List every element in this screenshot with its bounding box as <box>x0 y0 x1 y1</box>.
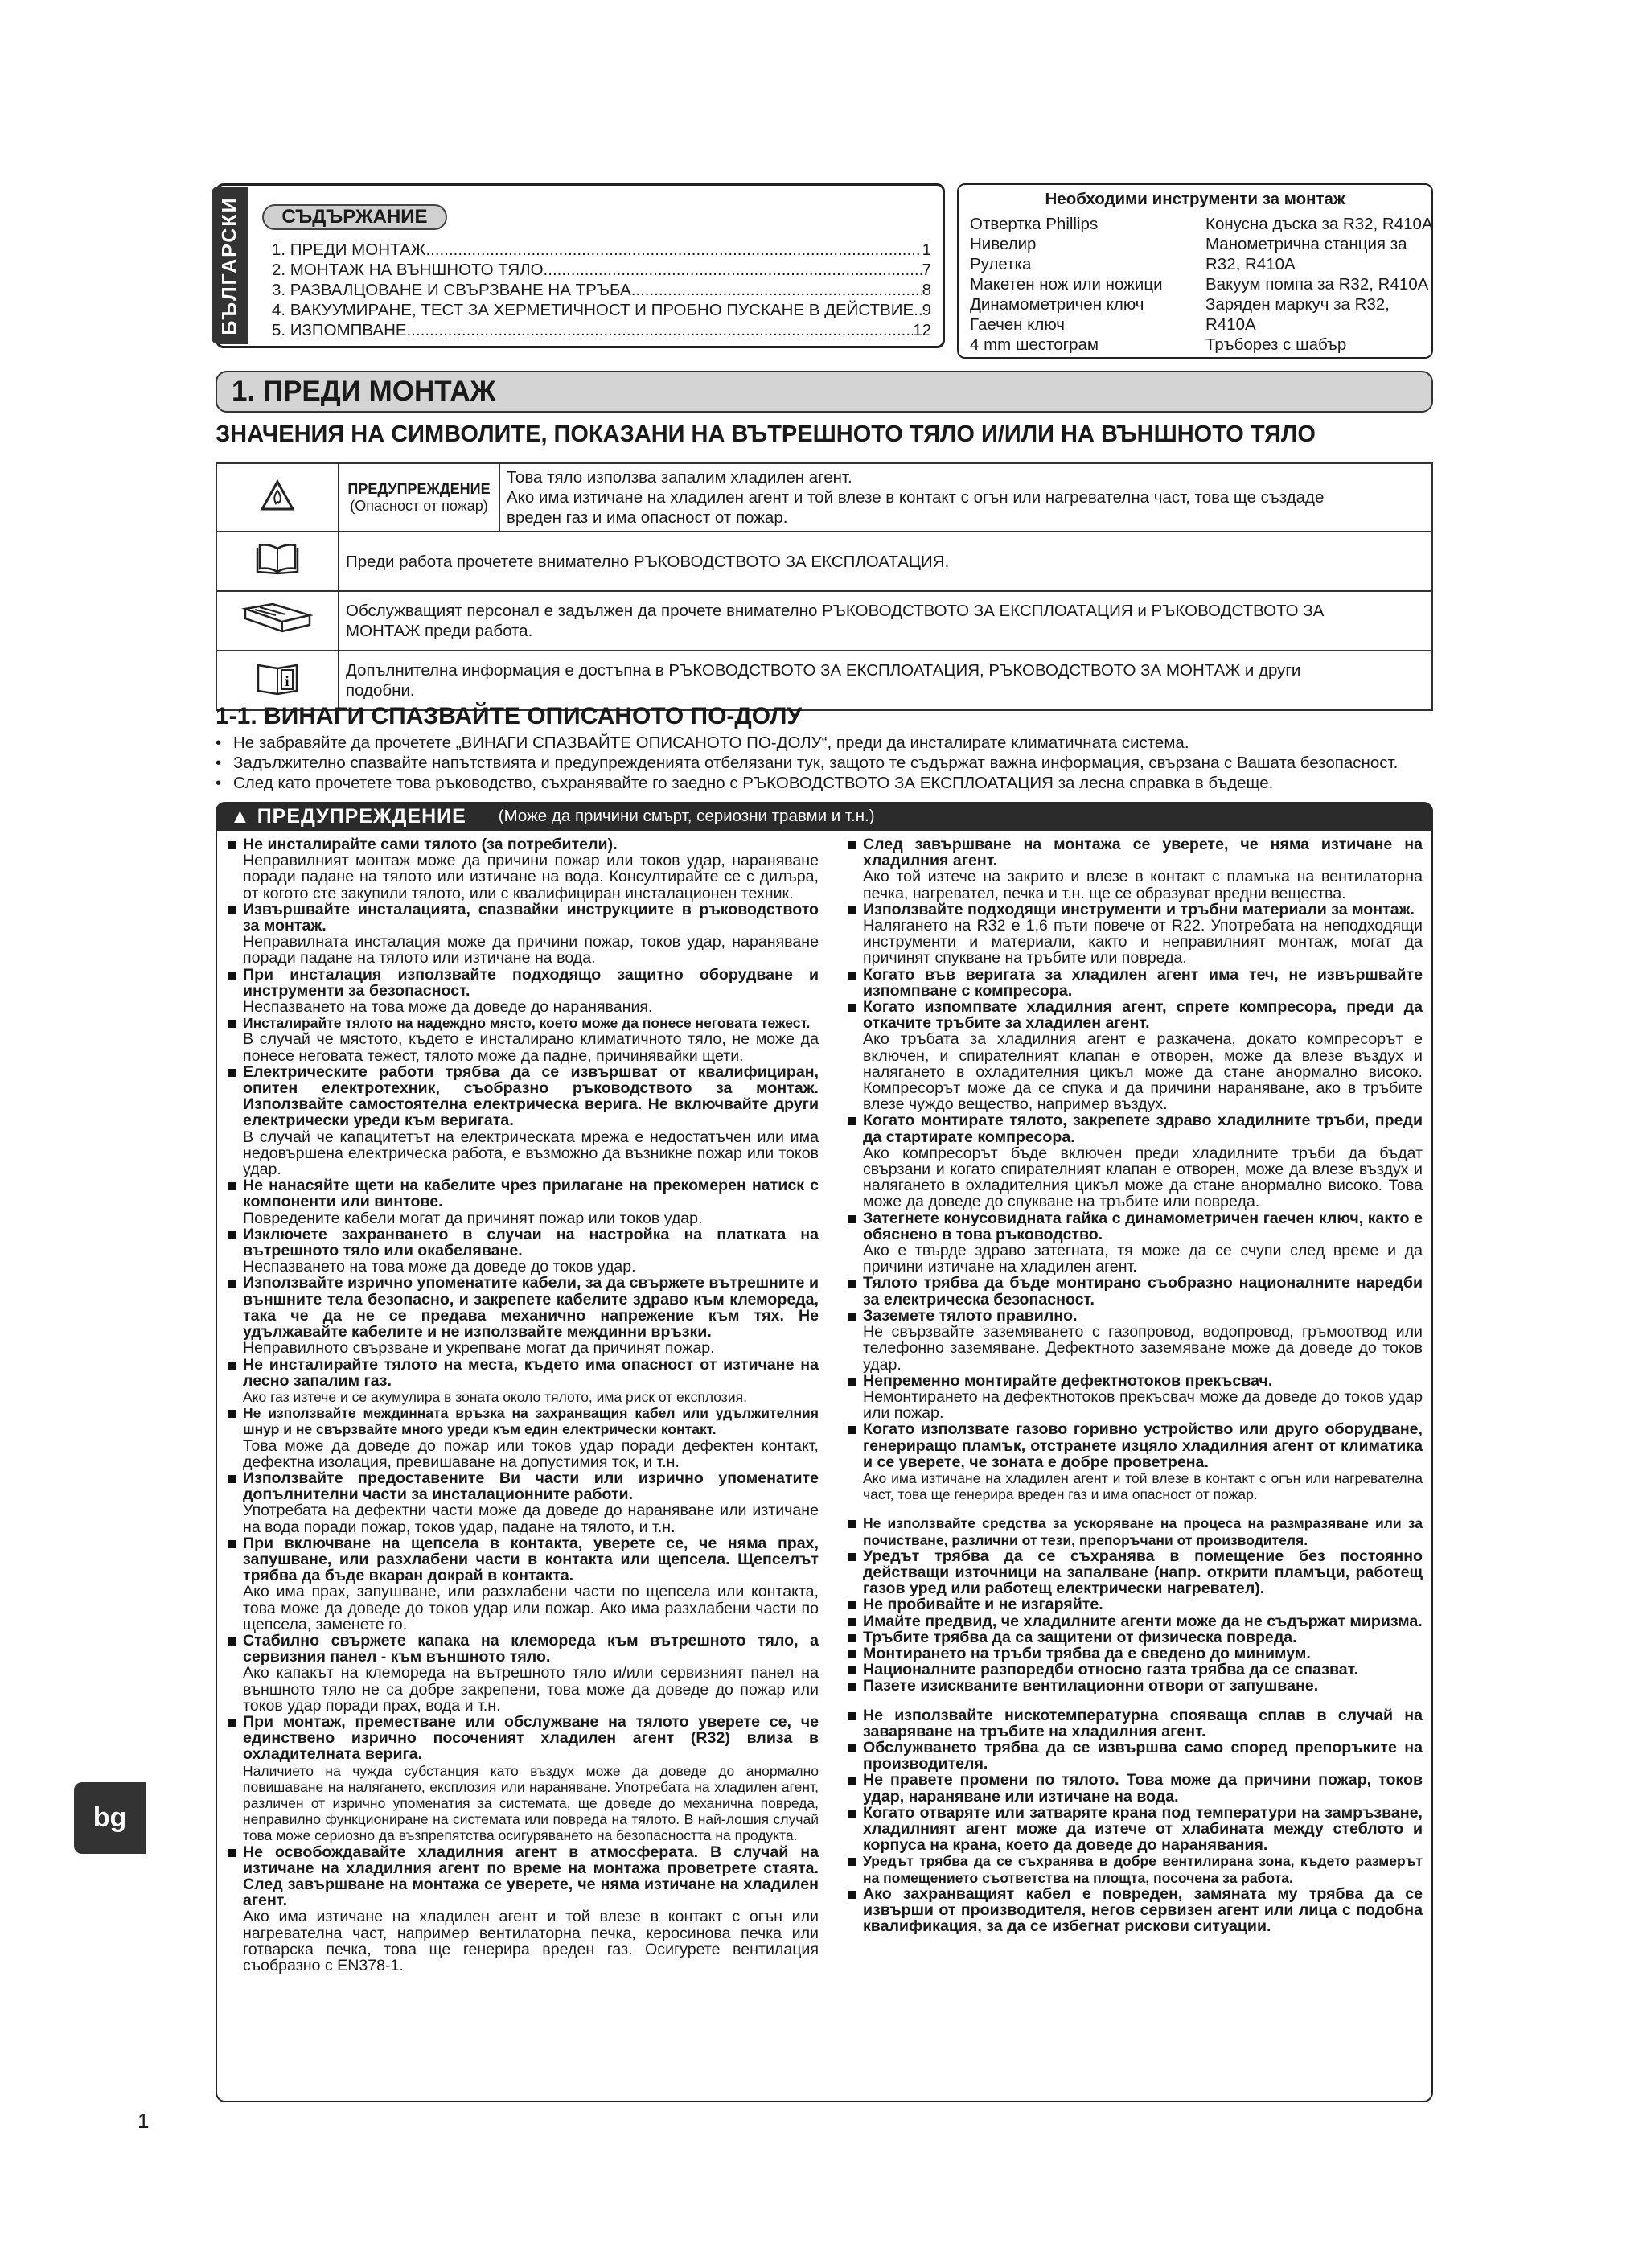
tool-item: Нивелир <box>970 235 1037 253</box>
warning-item: Не правете промени по тялото. Това може да причини пожар, токов удар, нараняване или изтичане на вода. <box>845 1772 1423 1804</box>
tools-title: Необходими инструменти за монтаж <box>1045 190 1345 208</box>
warning-item: Извършвайте инсталацията, спазвайки инструкциите в ръководството за монтаж. Неправилната инсталация може да причини пожар, токов удар, нараняване поради падане на тялото или изтичане на вода. <box>225 902 819 967</box>
warning-sublabel: (Опасност от пожар) <box>350 497 488 514</box>
warning-heading: ▲ ПРЕДУПРЕЖДЕНИЕ <box>230 804 466 828</box>
warning-item: Използвайте подходящи инструменти и тръбни материали за монтаж. Налягането на R32 е 1,6 пъти повече от R22. Употребата на неподходящи инструменти и материали, както и неправилният монтаж, могат да причинят спукване на тръбите или повреда. <box>845 902 1423 967</box>
text-line: Ако има изтичане на хладилен агент и той влезе в контакт с огън или нагревателна част, това ще създаде <box>507 488 1325 507</box>
warning-item: Когато във веригата за хладилен агент има теч, не извършвайте изпомпване с компресора. <box>845 967 1423 999</box>
info-book-icon <box>216 651 339 710</box>
service-manual-icon <box>216 591 339 651</box>
tool-item: Тръборез с шабър <box>1205 335 1347 354</box>
text-line: МОНТАЖ преди работа. <box>346 622 533 640</box>
warning-item: Стабилно свържете капака на клемореда към вътрешното тяло, а сервизния панел - към външното тяло. Ако капакът на клемореда на вътрешното тяло и/или сервизният панел на външното тяло не са добре закрепени, това може да доведе до пожар или токов удар поради прах, вода и т.н. <box>225 1633 819 1714</box>
list-item: • Не забравяйте да прочетете „ВИНАГИ СПАЗВАЙТЕ ОПИСАНОТО ПО-ДОЛУ“, преди да инсталирате климатичната система. <box>216 733 1189 752</box>
warning-item: Не инсталирайте тялото на места, където има опасност от изтичане на лесно запалим газ. Ако газ изтече и се акумулира в зоната около тялото, има риск от експлозия. <box>225 1357 819 1406</box>
tool-item: Рулетка <box>970 255 1032 273</box>
warning-item: След завършване на монтажа се уверете, че няма изтичане на хладилния агент. Ако той изтече на закрито и влезе в контакт с пламъка на вентилаторна печка, нагревател, печка и т.н. ще се образуват вредни вещества. <box>845 836 1423 902</box>
warning-label-cell <box>339 463 499 532</box>
warning-column-left <box>225 836 819 1974</box>
intro-bullets <box>216 733 1433 793</box>
warning-item: Когато изпомпвате хладилния агент, спрете компресора, преди да откачите тръбите за хладилен агент. Ако тръбата за хладилния агент е разкачена, докато компресорът е включен, и спирателният клапан е отворен, може да влезе въздух и налягането в охладителния цикъл може да стане анормално високо. Компресорът може да се спука и да причини нараняване, ако в тръбите влезе чуждо вещество, например въздух. <box>845 999 1423 1112</box>
warning-item: Затегнете конусовидната гайка с динамометричен гаечен ключ, както е обяснено в това ръководство. Ако е твърде здраво затегната, тя може да се счупи след време и да причини изтичане на хладилен агент. <box>845 1210 1423 1276</box>
text-line: Допълнителна информация е достъпна в РЪКОВОДСТВОТО ЗА ЕКСПЛОАТАЦИЯ, РЪКОВОДСТВОТО ЗА МОНТАЖ и други <box>346 661 1301 680</box>
warning-item: Не използвайте междинната връзка на захранващия кабел или удължителния шнур и не свързвайте много уреди към един електрически контакт. Това може да доведе до пожар или токов удар поради дефектен контакт, дефектна изолация, превишаване на допустимия ток, и т.н. <box>225 1405 819 1470</box>
tool-item: Отвертка Phillips <box>970 215 1099 233</box>
warning-item: Монтирането на тръби трябва да е сведено до минимум. <box>845 1646 1423 1662</box>
subsection-title: 1-1. ВИНАГИ СПАЗВАЙТЕ ОПИСАНОТО ПО-ДОЛУ <box>216 703 803 729</box>
tool-item: R32, R410A <box>1205 255 1296 273</box>
warning-column-right <box>845 836 1423 1934</box>
toc-item[interactable]: 5. ИЗПОМПВАНЕ ..... 12 <box>272 320 931 340</box>
row-service-staff <box>339 591 1432 651</box>
tool-item: Динамометричен ключ <box>970 295 1144 314</box>
text-line: вреден газ и има опасност от пожар. <box>507 508 788 527</box>
svg-text:i: i <box>285 673 290 689</box>
warning-item: Пазете изискваните вентилационни отвори от запушване. <box>845 1678 1423 1694</box>
warning-item: Електрическите работи трябва да се извършват от квалифициран, опитен електротехник, съобразно ръководството за монтаж. Използвайте самостоятелна електрическа верига. Не включвайте други електрически уреди към веригата. В случай че капацитетът на електрическата мрежа е недостатъчен или има недовършена електрическа работа, е възможно да възникне пожар или токов удар. <box>225 1064 819 1177</box>
warning-item: Заземете тялото правилно. Не свързвайте заземяването с газопровод, водопровод, гръмоотвод или телефонно заземяване. Дефектното заземяване може да доведе до токов удар. <box>845 1308 1423 1373</box>
warning-item: Уредът трябва да се съхранява в добре вентилирана зона, където размерът на помещението съответства на площта, посочена за работа. <box>845 1853 1423 1885</box>
list-item: • Задължително спазвайте напътствията и предупрежденията отбелязани тук, защото те съдържат важна информация, свързана с Вашата безопасност. <box>216 754 1399 772</box>
tools-column-2 <box>1205 214 1433 355</box>
warning-item: Ако захранващият кабел е повреден, замяната му трябва да се извърши от производителя, негов сервизен агент или лица с подобна квалификация, за да се избегнат рискови ситуации. <box>845 1886 1423 1935</box>
tool-item: Заряден маркуч за R32, <box>1205 295 1390 314</box>
warning-item: Не използвайте нискотемпературна спояваща сплав в случай на заваряване на тръбите на хладилния агент. <box>845 1707 1423 1740</box>
warning-description <box>499 463 1432 532</box>
tools-column-1 <box>970 214 1163 355</box>
warning-item: Националните разпоредби относно газта трябва да се спазват. <box>845 1662 1423 1678</box>
warning-item: Когато монтирате тялото, закрепете здраво хладилните тръби, преди да стартирате компресора. Ако компресорът бъде включен преди хладилните тръби да бъдат свързани и когато спирателният клапан е отворен, може да влезе въздух и налягането в охладителния цикъл може да стане анормално високо. Това може да доведе до спукване на тръбите или повреда. <box>845 1112 1423 1210</box>
warning-item: Тръбите трябва да са защитени от физическа повреда. <box>845 1629 1423 1646</box>
warning-item: Не освобождавайте хладилния агент в атмосферата. В случай на изтичане на хладилния агент по време на монтажа проветрете стаята. След завършване на монтажа се уверете, че няма изтичане на хладилен агент. Ако има изтичане на хладилен агент и той влезе в контакт с огън или нагревателна част, например вентилаторна печка, керосинова печка или готварска печка, това ще генерира вреден газ. Осигурете вентилация съобразно с EN378-1. <box>225 1844 819 1974</box>
language-tab: bg <box>74 1782 146 1854</box>
warning-item: При инсталация използвайте подходящо защитно оборудване и инструменти за безопасност. Неспазването на това може да доведе до наранявания. <box>225 967 819 1016</box>
warning-label: ПРЕДУПРЕЖДЕНИЕ <box>347 480 491 497</box>
warning-item: Когато използвате газово горивно устройство или друго оборудване, генериращо пламък, отстранете изцяло хладилния агент от климатика и се уверете, че зоната е добре проветрена. Ако има изтичане на хладилен агент и той влезе в контакт с огън или нагревателна част, това ще генерира вреден газ и има опасност от пожар. <box>845 1421 1423 1502</box>
warning-header <box>216 802 1433 831</box>
toc-item[interactable]: 3. РАЗВАЛЦОВАНЕ И СВЪРЗВАНЕ НА ТРЪБА ..... 8 <box>272 280 931 300</box>
text-line: подобни. <box>346 681 415 700</box>
warning-item: Не инсталирайте сами тялото (за потребители). Неправилният монтаж може да причини пожар или токов удар, нараняване поради падане на тялото или изтичане на вода. Консултирайте се с дилъра, от когото сте закупили тялото, или с квалифициран инсталационен техник. <box>225 836 819 902</box>
toc-title: СЪДЪРЖАНИЕ <box>262 204 447 230</box>
warning-item: Използвайте предоставените Ви части или изрично упоменатите допълнителни части за инсталационните работи. Употребата на дефектни части може да доведе до нараняване или изтичане на вода поради пожар, токов удар, падане на тялото, и т.н. <box>225 1470 819 1535</box>
section-title: 1. ПРЕДИ МОНТАЖ <box>216 371 1433 413</box>
warning-item: Когато отваряте или затваряте крана под температури на замръзване, хладилният агент може да изтече от хлабината между стеблото и корпуса на крана, което да доведе до наранявания. <box>845 1805 1423 1854</box>
warning-item: Обслужването трябва да се извършва само според препоръките на производителя. <box>845 1740 1423 1772</box>
warning-item: Не използвайте средства за ускоряване на процеса на размразяване или за почистване, различни от тези, препоръчани от производителя. <box>845 1515 1423 1547</box>
text-line: Това тяло използва запалим хладилен агент. <box>507 468 852 487</box>
warning-item: Не пробивайте и не изгаряйте. <box>845 1596 1423 1613</box>
warning-item: Не нанасяйте щети на кабелите чрез прилагане на прекомерен натиск с компоненти или винтове. Повредените кабели могат да причинят пожар или токов удар. <box>225 1177 819 1226</box>
page-number: 1 <box>138 2109 150 2133</box>
warning-item: Използвайте изрично упоменатите кабели, за да свържете вътрешните и външните тела безопасно, и закрепете кабелите здраво към клемореда, така че да не се предава механично напрежение към тях. Не удължавайте кабелите и не използвайте междинни връзки. Неправилното свързване и укрепване могат да причинят пожар. <box>225 1275 819 1356</box>
warning-item: Непременно монтирайте дефектнотоков прекъсвач. Немонтирането на дефектнотоков прекъсвач може да доведе до токов удар или пожар. <box>845 1373 1423 1422</box>
warning-item: Имайте предвид, че хладилните агенти може да не съдържат миризма. <box>845 1613 1423 1629</box>
language-side-label: БЪЛГАРСКИ <box>212 187 248 344</box>
list-item: • След като прочетете това ръководство, съхранявайте го заедно с РЪКОВОДСТВОТО ЗА ЕКСПЛОАТАЦИЯ за лесна справка в бъдеще. <box>216 774 1274 792</box>
toc-item[interactable]: 1. ПРЕДИ МОНТАЖ ..... 1 <box>272 240 931 260</box>
toc-item[interactable]: 4. ВАКУУМИРАНЕ, ТЕСТ ЗА ХЕРМЕТИЧНОСТ И ПРОБНО ПУСКАНЕ В ДЕЙСТВИЕ ..... 9 <box>272 300 931 320</box>
warning-item: При включване на щепсела в контакта, уверете се, че няма прах, запушване, или разхлабени части в контакта или щепсела. Щепселът трябва да бъде вкаран докрай в контакта. Ако има прах, запушване, или разхлабени части по щепсела или контакта, това може да доведе до токов удар или пожар. Ако има разхлабени части по щепсела, заменете го. <box>225 1535 819 1633</box>
symbols-table <box>216 462 1433 711</box>
warning-item: Инсталирайте тялото на надеждно място, което може да понесе неговата тежест. В случай че мястото, където е инсталирано климатичното тяло, не може да понесе неговата тежест, тялото може да падне, причинявайки щети. <box>225 1015 819 1064</box>
warning-item: При монтаж, преместване или обслужване на тялото уверете се, че единствено изрично посоченият хладилен агент (R32) влиза в охладителната верига. Наличието на чужда субстанция като въздух може да доведе до анормално повишаване на налягането, експлозия или нараняване. Употребата на хладилен агент, различен от изрично упоменатия за системата, ще доведе до механична повреда, неправилно функциониране на системата или повреда на тялото. В най-лошия случай това може сериозно да възпрепятства осигуряването на безопасността на продукта. <box>225 1714 819 1844</box>
tool-item: Манометрична станция за <box>1205 235 1407 253</box>
tool-item: R410A <box>1205 315 1256 334</box>
tool-item: Конусна дъска за R32, R410A <box>1205 215 1433 233</box>
row-read-manual: Преди работа прочетете внимателно РЪКОВОДСТВОТО ЗА ЕКСПЛОАТАЦИЯ. <box>339 532 1432 591</box>
warning-item: Уредът трябва да се съхранява в помещение без постоянно действащи източници на запалване (напр. открити пламъци, работещ газов уред или работещ електрически нагревател). <box>845 1548 1423 1597</box>
tool-item: Гаечен ключ <box>970 315 1065 334</box>
tool-item: Вакуум помпа за R32, R410A <box>1205 275 1429 294</box>
tool-item: Макетен нож или ножици <box>970 275 1163 294</box>
manual-book-icon <box>216 532 339 591</box>
tool-item: 4 mm шестограм <box>970 335 1099 354</box>
section-subtitle: ЗНАЧЕНИЯ НА СИМВОЛИТЕ, ПОКАЗАНИ НА ВЪТРЕШНОТО ТЯЛО И/ИЛИ НА ВЪНШНОТО ТЯЛО <box>216 421 1316 447</box>
row-additional-info <box>339 651 1432 710</box>
warning-note: (Може да причини смърт, сериозни травми и т.н.) <box>498 807 875 825</box>
warning-item: Тялото трябва да бъде монтирано съобразно националните наредби за електрическа безопасност. <box>845 1275 1423 1307</box>
warning-item: Изключете захранването в случаи на настройка на платката на вътрешното тяло или окабеляване. Неспазването на това може да доведе до токов удар. <box>225 1226 819 1276</box>
flame-warning-icon <box>216 463 339 532</box>
text-line: Обслужващият персонал е задължен да прочете внимателно РЪКОВОДСТВОТО ЗА ЕКСПЛОАТАЦИЯ и РЪКОВОДСТВОТО ЗА <box>346 602 1325 620</box>
toc-item[interactable]: 2. МОНТАЖ НА ВЪНШНОТО ТЯЛО ..... 7 <box>272 260 931 280</box>
toc-list <box>272 240 931 340</box>
